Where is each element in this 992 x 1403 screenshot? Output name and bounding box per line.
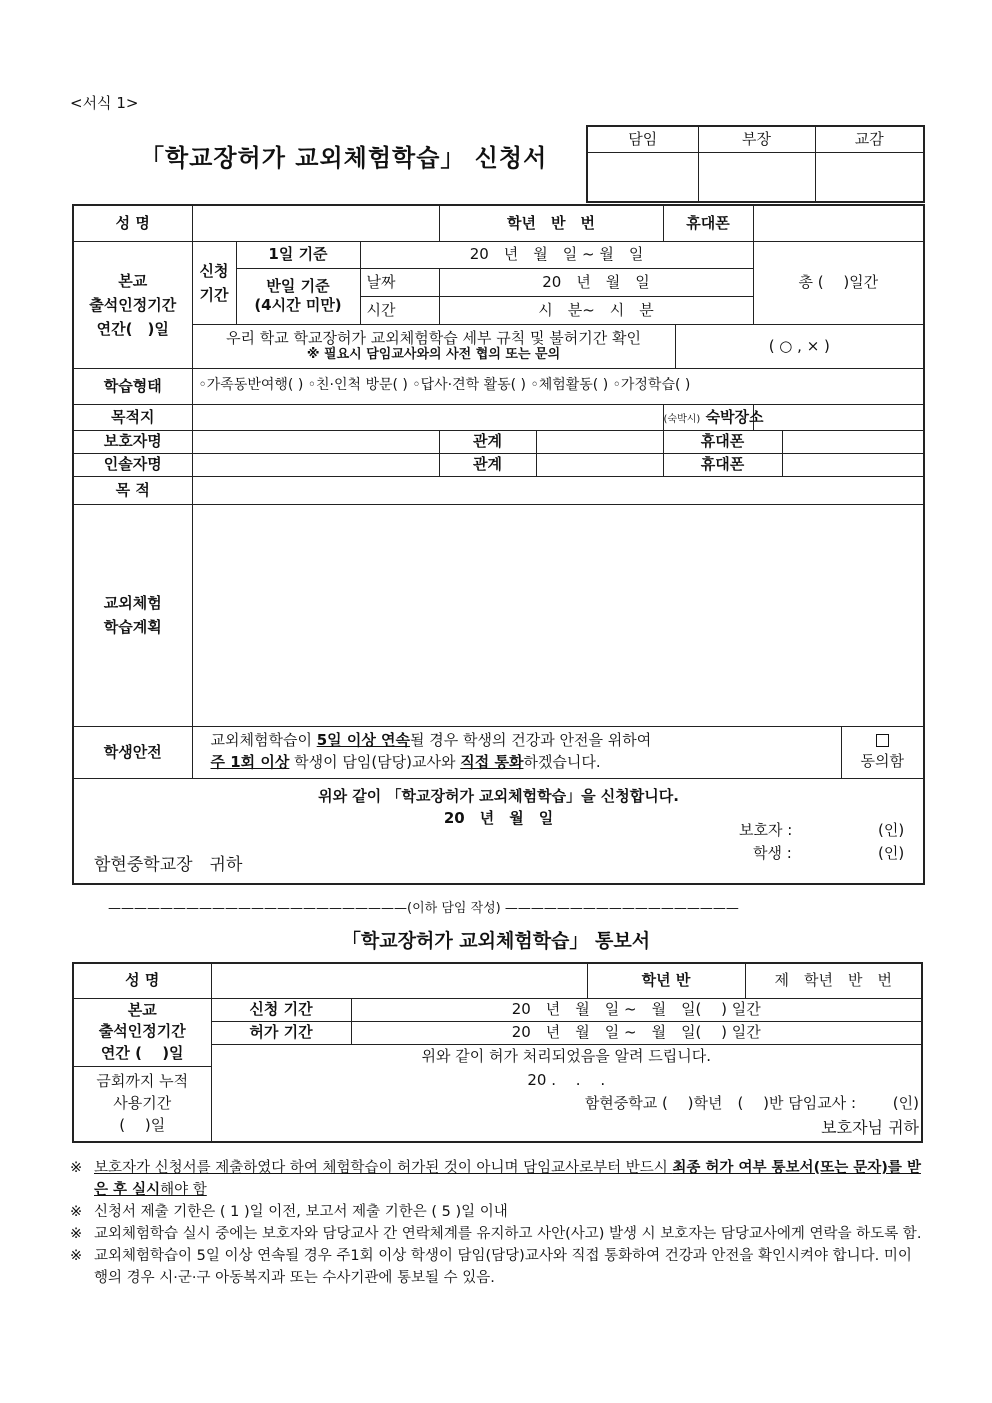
approval-head-label: 부장	[698, 126, 815, 152]
report-name-field[interactable]	[211, 963, 587, 998]
lodging-prefix: (숙박시)	[663, 413, 701, 425]
safety-text-part: 교외체험학습이	[210, 731, 317, 750]
note-mark: ※	[70, 1204, 83, 1220]
full-day-label: 1일 기준	[236, 241, 360, 268]
student-sign-label: 학생 :	[753, 843, 792, 862]
approval-vice-principal-sign[interactable]	[815, 152, 924, 202]
note-mark: ※	[70, 1248, 83, 1264]
lodging-label-cell	[663, 404, 764, 430]
attendance-period-label: 본교 출석인정기간 연간( )일	[73, 241, 192, 368]
safety-text-part: 될 경우 학생의 건강과 안전을 위하여	[410, 731, 652, 750]
leader-phone-field[interactable]	[782, 453, 924, 476]
purpose-field[interactable]	[192, 476, 924, 504]
report-permit-period-field[interactable]: 20 년 월 일 ~ 월 일( ) 일간	[351, 1021, 922, 1044]
form-title: 「학교장허가 교외체험학습」 신청서	[140, 144, 548, 172]
safety-emphasis: 주 1회 이상	[210, 753, 290, 771]
guardian-relation-label: 관계	[439, 430, 536, 453]
report-table	[72, 962, 923, 1143]
rule-confirm-text: 우리 학교 학교장허가 교외체험학습 세부 규칙 및 불허기간 확인	[226, 328, 641, 347]
report-apply-period-label: 신청 기간	[211, 998, 351, 1021]
leader-name-field[interactable]	[192, 453, 439, 476]
report-notice-cell	[211, 1044, 922, 1142]
approval-box	[586, 125, 925, 203]
agree-cell[interactable]	[841, 726, 924, 778]
date-label: 날짜	[360, 268, 439, 296]
approval-vice-principal-label: 교감	[815, 126, 924, 152]
half-day-label: 반일 기준 (4시간 미만)	[236, 268, 360, 324]
guardian-relation-field[interactable]	[536, 430, 663, 453]
name-field[interactable]	[192, 205, 439, 241]
report-recipient: 보호자님 귀하	[821, 1117, 919, 1137]
guardian-sign-label: 보호자 :	[739, 820, 793, 839]
plan-field[interactable]	[192, 504, 924, 726]
note-item	[70, 1245, 925, 1289]
note-text: 보호자가 신청서를 제출하였다 하여 체험학습이 허가된 것이 아니며 담임교사로부터 반드시	[94, 1160, 673, 1176]
leader-phone-label: 휴대폰	[663, 453, 782, 476]
lodging-field[interactable]	[753, 404, 924, 430]
agree-checkbox[interactable]	[876, 734, 889, 747]
note-item	[70, 1201, 925, 1223]
guardian-name-label: 보호자명	[73, 430, 192, 453]
agree-label: 동의함	[860, 752, 905, 770]
form-number-label: <서식 1>	[70, 94, 139, 112]
safety-text	[192, 726, 841, 778]
learning-type-label: 학습형태	[73, 368, 192, 404]
homeroom-section-divider: ———————————————————————(이하 담임 작성) ——————————————————	[108, 901, 739, 916]
report-attendance-label: 본교 출석인정기간 연간 ( )일	[73, 998, 211, 1066]
report-notice-text: 위와 같이 허가 처리되었음을 알려 드립니다.	[421, 1046, 711, 1065]
report-grade-field[interactable]: 제 학년 반 번	[745, 963, 922, 998]
application-table	[72, 204, 925, 885]
apply-period-label: 신청 기간	[192, 241, 236, 324]
destination-field[interactable]	[192, 404, 663, 430]
note-emphasis: 최종 허가 여부 통보서(또는 문자)를 받은 후 실시	[94, 1160, 921, 1198]
note-text: 해야 함	[160, 1182, 207, 1198]
declaration-text: 위와 같이 「학교장허가 교외체험학습」을 신청합니다.	[318, 786, 679, 805]
note-mark: ※	[70, 1160, 83, 1176]
cumulative-usage-label: 금회까지 누적 사용기간 ( )일	[73, 1066, 211, 1141]
note-text: 교외체험학습이 5일 이상 연속될 경우 주1회 이상 학생이 담임(담당)교사와 직접 통화하여 건강과 안전을 확인시켜야 합니다. 미이행의 경우 시·군·구 아동복지과 또는 수사기관에 통보될 수 있음.	[94, 1248, 912, 1286]
guardian-name-field[interactable]	[192, 430, 439, 453]
note-text: 신청서 제출 기한은 ( 1 )일 이전, 보고서 제출 기한은 ( 5 )일 이내	[94, 1204, 508, 1220]
full-day-field[interactable]: 20 년 월 일 ~ 월 일	[360, 241, 753, 268]
note-mark: ※	[70, 1226, 83, 1242]
note-text: 교외체험학습 실시 중에는 보호자와 담당교사 간 연락체계를 유지하고 사안(사고) 발생 시 보호자는 담당교사에게 연락을 하도록 함.	[94, 1226, 922, 1242]
declaration-cell	[73, 778, 924, 884]
rule-confirm-cell	[192, 324, 675, 368]
approval-head-sign[interactable]	[698, 152, 815, 202]
approval-homeroom-sign[interactable]	[587, 152, 698, 202]
report-name-label: 성 명	[73, 963, 211, 998]
report-title: 「학교장허가 교외체험학습」 통보서	[341, 930, 651, 952]
learning-type-options[interactable]: ◦가족동반여행( ) ◦친·인척 방문( ) ◦답사·견학 활동( ) ◦체험활동( ) ◦가정학습( )	[192, 368, 924, 404]
date-field[interactable]: 20 년 월 일	[439, 268, 753, 296]
report-teacher-line: 함현중학교 ( )학년 ( )반 담임교사 :	[584, 1093, 856, 1112]
name-label: 성 명	[73, 205, 192, 241]
approval-homeroom-label: 담임	[587, 126, 698, 152]
notes-section	[70, 1157, 925, 1289]
safety-text-part: 하겠습니다.	[523, 753, 601, 771]
plan-label: 교외체험 학습계획	[73, 504, 192, 726]
rule-note-text: ※ 필요시 담임교사와의 사전 협의 또는 문의	[306, 347, 561, 363]
guardian-phone-field[interactable]	[782, 430, 924, 453]
report-permit-period-label: 허가 기간	[211, 1021, 351, 1044]
note-item	[70, 1157, 925, 1201]
time-field[interactable]: 시 분~ 시 분	[439, 296, 753, 324]
phone-field[interactable]	[753, 205, 924, 241]
report-date[interactable]: 20 . . .	[527, 1070, 606, 1089]
report-grade-label: 학년 반	[587, 963, 745, 998]
safety-text-part: 학생이 담임(담당)교사와	[289, 753, 461, 771]
phone-label: 휴대폰	[663, 205, 753, 241]
total-days-field[interactable]: 총 ( )일간	[753, 241, 924, 324]
note-item	[70, 1223, 925, 1245]
declaration-date: 20 년 월 일	[443, 808, 554, 827]
lodging-label: 숙박장소	[705, 407, 764, 426]
student-seal[interactable]: (인)	[878, 843, 905, 862]
leader-name-label: 인솔자명	[73, 453, 192, 476]
destination-label: 목적지	[73, 404, 192, 430]
safety-emphasis: 5일 이상 연속	[316, 731, 411, 750]
safety-emphasis: 직접 통화	[460, 753, 524, 771]
guardian-seal[interactable]: (인)	[878, 820, 905, 839]
leader-relation-field[interactable]	[536, 453, 663, 476]
application-recipient: 함현중학교장 귀하	[94, 854, 243, 875]
purpose-label: 목 적	[73, 476, 192, 504]
time-label: 시간	[360, 296, 439, 324]
grade-class-number-label: 학년 반 번	[439, 205, 663, 241]
report-apply-period-field[interactable]: 20 년 월 일 ~ 월 일( ) 일간	[351, 998, 922, 1021]
leader-relation-label: 관계	[439, 453, 536, 476]
guardian-phone-label: 휴대폰	[663, 430, 782, 453]
rule-check-field[interactable]: ( ○ , × )	[675, 324, 924, 368]
student-safety-label: 학생안전	[73, 726, 192, 778]
report-teacher-seal[interactable]: (인)	[892, 1093, 919, 1112]
